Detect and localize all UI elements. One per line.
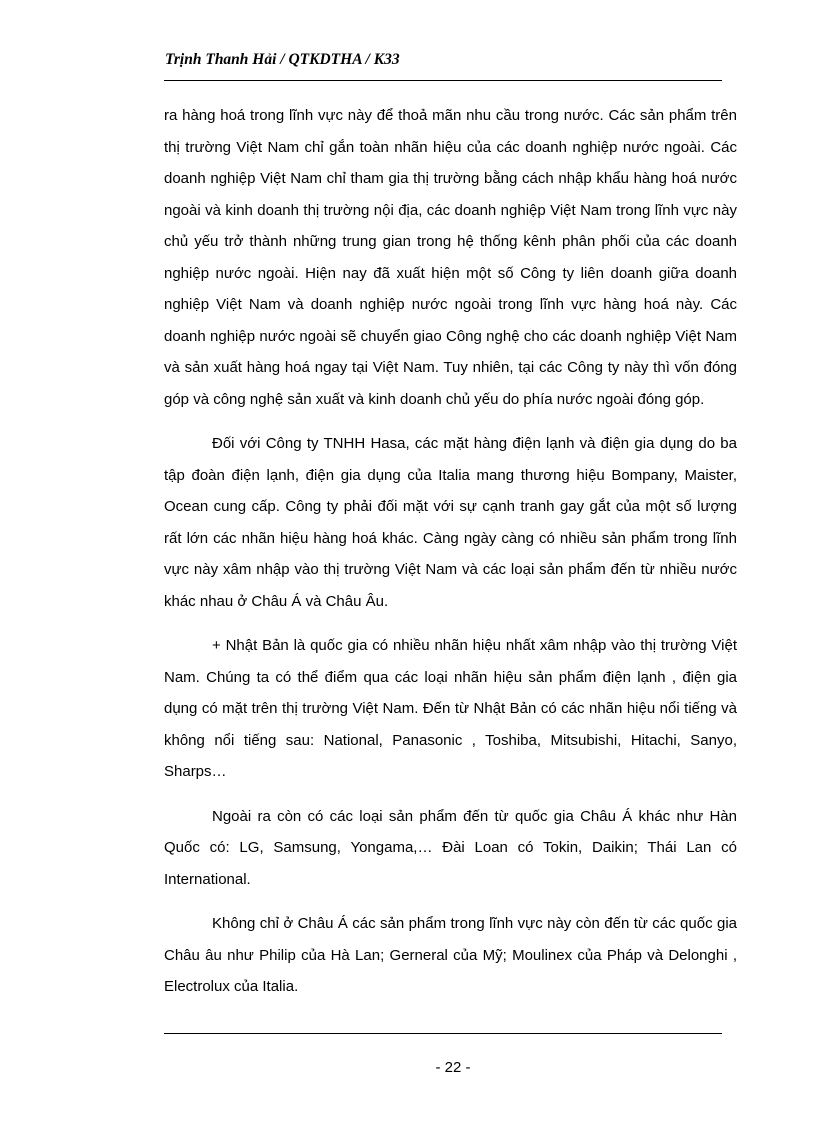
page-number: - 22 - — [435, 1059, 471, 1076]
header-rule — [164, 80, 722, 81]
header-title: Trịnh Thanh Hải / QTKDTHA / K33 — [165, 51, 400, 68]
paragraph-3: + Nhật Bản là quốc gia có nhiều nhãn hiệu nhất xâm nhập vào thị trường Việt Nam. Chúng ta có thể điểm qua các loại nhãn hiệu sản phẩm điện lạnh , điện gia dụng có mặt trên thị trường Việt Nam. Đến từ Nhật Bản có các nhãn hiệu nổi tiếng và không nổi tiếng sau: National, Panasonic , Toshiba, Mitsubishi, Hitachi, Sanyo, Sharps… — [164, 637, 737, 780]
paragraph-2: Đối với Công ty TNHH Hasa, các mặt hàng điện lạnh và điện gia dụng do ba tập đoàn điện lạnh, điện gia dụng của Italia mang thương hiệu Bompany, Maister, Ocean cung cấp. Công ty phải đối mặt với sự cạnh tranh gay gắt của một số lượng rất lớn các nhãn hiệu hàng hoá khác. Càng ngày càng có nhiều sản phẩm trong lĩnh vực này xâm nhập vào thị trường Việt Nam và các loại sản phẩm đến từ nhiều nước khác nhau ở Châu Á và Châu Âu. — [164, 435, 737, 610]
page-header — [164, 50, 722, 81]
page-body — [164, 100, 737, 1016]
paragraph-5: Không chỉ ở Châu Á các sản phẩm trong lĩnh vực này còn đến từ các quốc gia Châu âu như Philip của Hà Lan; Gerneral của Mỹ; Moulinex của Pháp và Delonghi , Electrolux của Italia. — [164, 915, 737, 995]
paragraph-1: ra hàng hoá trong lĩnh vực này để thoả mãn nhu cầu trong nước. Các sản phẩm trên thị trường Việt Nam chỉ gắn toàn nhãn hiệu của các doanh nghiệp nước ngoài. Các doanh nghiệp Việt Nam chỉ tham gia thị trường bằng cách nhập khẩu hàng hoá nước ngoài và kinh doanh thị trường nội địa, các doanh nghiệp Việt Nam trong lĩnh vực này chủ yếu trở thành những trung gian trong hệ thống kênh phân phối của các doanh nghiệp nước ngoài. Hiện nay đã xuất hiện một số Công ty liên doanh giữa doanh nghiệp Việt Nam và doanh nghiệp nước ngoài trong lĩnh vực hàng hoá này. Các doanh nghiệp nước ngoài sẽ chuyển giao Công nghệ cho các doanh nghiệp Việt Nam và sản xuất hàng hoá ngay tại Việt Nam. Tuy nhiên, tại các Công ty này thì vốn đóng góp và công nghệ sản xuất và kinh doanh chủ yếu do phía nước ngoài đóng góp. — [164, 107, 737, 408]
footer-rule — [164, 1033, 722, 1034]
paragraph-4: Ngoài ra còn có các loại sản phẩm đến từ quốc gia Châu Á khác như Hàn Quốc có: LG, Samsung, Yongama,… Đài Loan có Tokin, Daikin; Thái Lan có International. — [164, 807, 737, 888]
